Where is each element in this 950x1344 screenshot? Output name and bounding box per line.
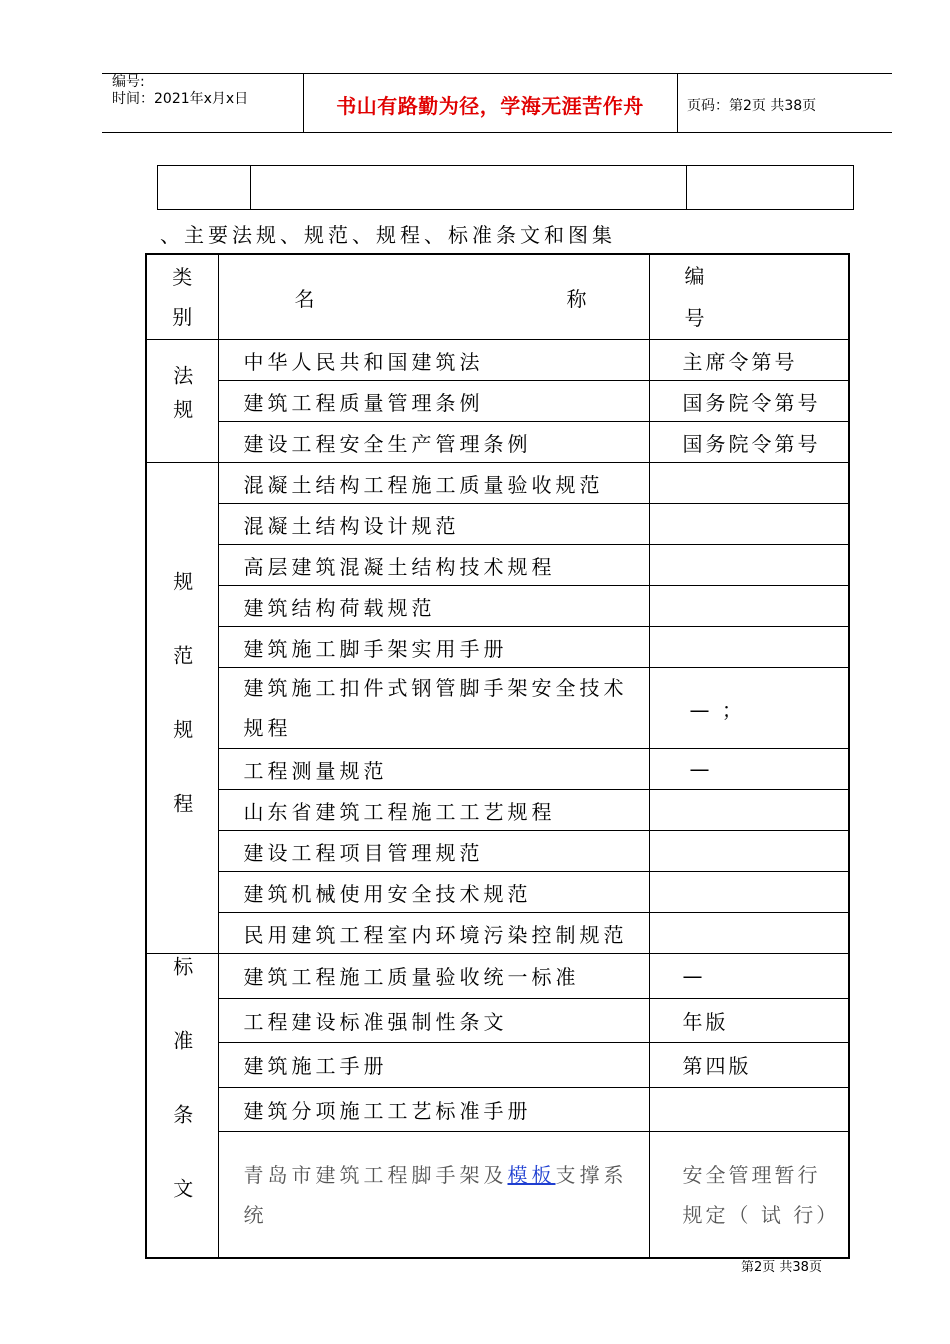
row-name: 建筑施工扣件式钢管脚手架安全技术规程 (218, 668, 649, 749)
row-name: 中华人民共和国建筑法 (218, 340, 649, 381)
row-code: — (649, 749, 849, 790)
row-code: 年版 (649, 998, 849, 1043)
row-name: 建设工程项目管理规范 (218, 831, 649, 872)
header-bottom-rule (102, 132, 892, 133)
table-row (146, 422, 849, 463)
row-name: 建筑工程施工质量验收统一标准 (218, 954, 649, 999)
table-row (146, 1087, 849, 1132)
table-row (146, 831, 849, 872)
table-row (146, 545, 849, 586)
table-row (146, 790, 849, 831)
row-code (649, 1087, 849, 1132)
row-name: 青岛市建筑工程脚手架及模板支撑系统 (218, 1132, 649, 1258)
table-row (146, 504, 849, 545)
row-name: 混凝土结构设计规范 (218, 504, 649, 545)
table-row (146, 998, 849, 1043)
time-label: 时间：2021年x月x日 (112, 91, 249, 107)
row-name: 建设工程安全生产管理条例 (218, 422, 649, 463)
table-row (146, 872, 849, 913)
row-code: — ； (649, 668, 849, 749)
row-code (649, 627, 849, 668)
header-motto: 书山有路勤为径，学海无涯苦作舟 (336, 94, 644, 118)
table-row (146, 913, 849, 954)
row-code (649, 872, 849, 913)
row-code (649, 586, 849, 627)
header-code: 编 号 (649, 254, 849, 340)
row-code (649, 790, 849, 831)
section-title: 、主要法规、规范、规程、标准条文和图集 (160, 223, 616, 247)
row-name: 混凝土结构工程施工质量验收规范 (218, 463, 649, 504)
row-code (649, 463, 849, 504)
row-name: 民用建筑工程室内环境污染控制规范 (218, 913, 649, 954)
empty-cell (158, 166, 251, 210)
row-name: 工程测量规范 (218, 749, 649, 790)
row-name: 建筑施工手册 (218, 1043, 649, 1088)
row-code (649, 545, 849, 586)
category-specs: 规范规程 (146, 463, 218, 954)
table-row (146, 381, 849, 422)
row-name: 建筑工程质量管理条例 (218, 381, 649, 422)
row-code: 主席令第号 (649, 340, 849, 381)
row-name: 建筑施工脚手架实用手册 (218, 627, 649, 668)
table-row (146, 627, 849, 668)
empty-cell (687, 166, 854, 210)
header-page-info: 页码：第2页 共38页 (687, 98, 817, 114)
row-code (649, 913, 849, 954)
row-name: 山东省建筑工程施工工艺规程 (218, 790, 649, 831)
row-code (649, 504, 849, 545)
row-code: 安全管理暂行规定（ 试 行） (649, 1132, 849, 1258)
row-name: 工程建设标准强制性条文 (218, 998, 649, 1043)
header-meta (112, 74, 248, 108)
table-row (146, 340, 849, 381)
row-code: — (649, 954, 849, 999)
table-row (146, 463, 849, 504)
row-name: 建筑结构荷载规范 (218, 586, 649, 627)
table-row (146, 954, 849, 999)
footer-page-info: 第2页 共38页 (741, 1260, 822, 1275)
row-code: 国务院令第号 (649, 422, 849, 463)
table-row (146, 1043, 849, 1088)
row-name: 建筑分项施工工艺标准手册 (218, 1087, 649, 1132)
row-code: 国务院令第号 (649, 381, 849, 422)
table-row (146, 668, 849, 749)
table-row (146, 586, 849, 627)
template-link[interactable]: 模板 (507, 1162, 556, 1187)
header-category: 类 别 (146, 254, 218, 340)
table-row (146, 1132, 849, 1258)
table-header-row (146, 254, 849, 340)
row-name: 建筑机械使用安全技术规范 (218, 872, 649, 913)
row-code (649, 831, 849, 872)
empty-cell (251, 166, 687, 210)
regulations-table (145, 253, 850, 1259)
category-laws: 法规 (146, 340, 218, 463)
header-name: 名 称 (218, 254, 649, 340)
table-row (146, 749, 849, 790)
previous-table-remnant (157, 165, 854, 210)
category-standards: 标准条文 (146, 954, 218, 1259)
row-name: 高层建筑混凝土结构技术规程 (218, 545, 649, 586)
header-divider (677, 73, 678, 132)
code-label: 编号: (112, 74, 145, 90)
row-code: 第四版 (649, 1043, 849, 1088)
